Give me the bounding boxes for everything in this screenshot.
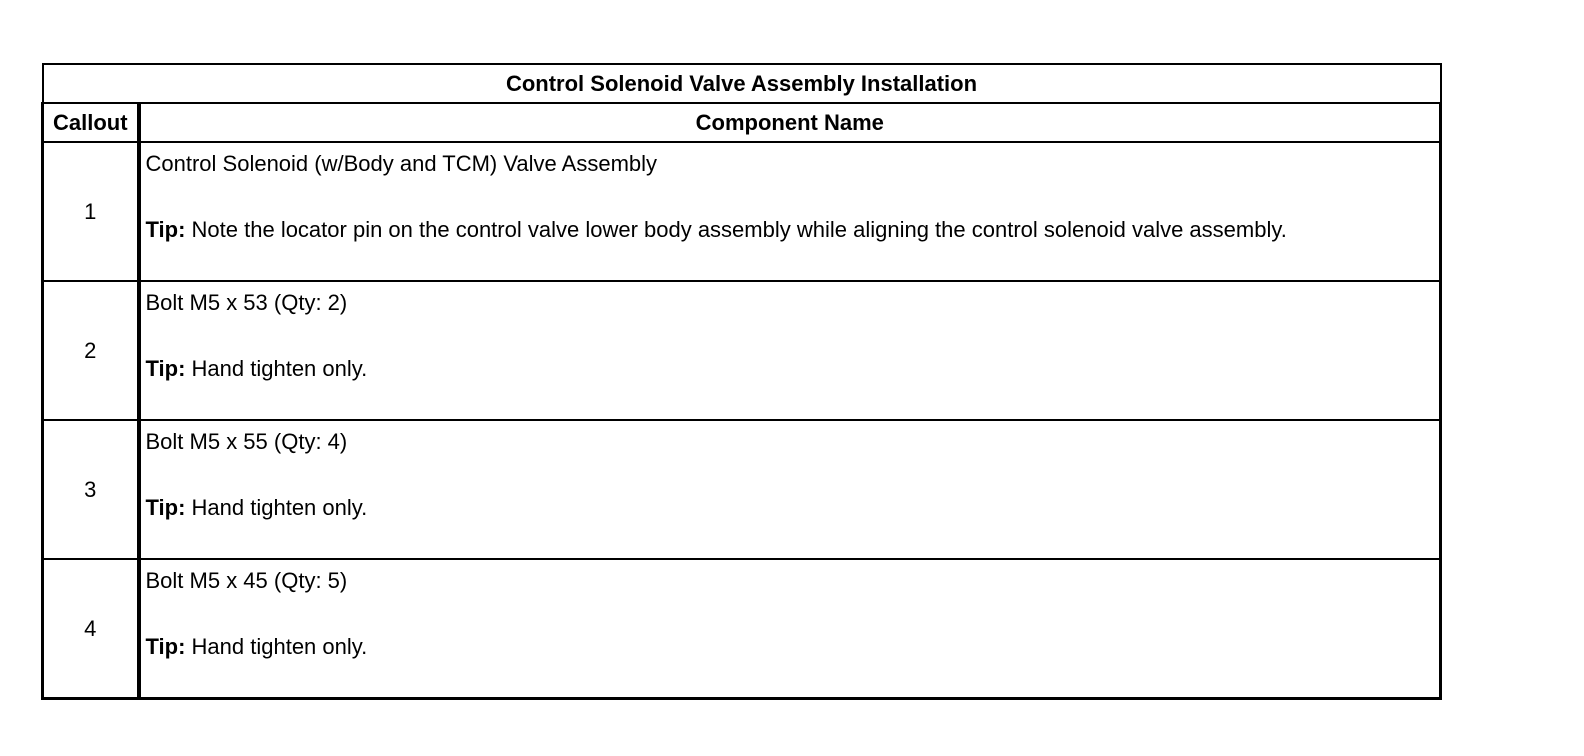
tip-note (146, 217, 1287, 243)
component-name-column-header: Component Name (139, 103, 1441, 142)
tip-note (146, 356, 368, 382)
component-name: Control Solenoid (w/Body and TCM) Valve Assembly (145, 151, 658, 176)
tip-text: Note the locator pin on the control valve lower body assembly while aligning the control solenoid valve assembly. (185, 217, 1287, 242)
callout-number: 2 (43, 281, 139, 420)
table-title: Control Solenoid Valve Assembly Installation (43, 64, 1441, 103)
tip-text: Hand tighten only. (185, 495, 368, 520)
component-cell (139, 281, 1441, 420)
table-row (43, 142, 1441, 281)
callout-column-header: Callout (43, 103, 139, 142)
table-title-row (43, 64, 1441, 103)
component-cell (139, 420, 1441, 559)
callout-number: 3 (43, 420, 139, 559)
table-row (43, 420, 1441, 559)
callout-number: 1 (43, 142, 139, 281)
tip-text: Hand tighten only. (185, 356, 368, 381)
tip-note (146, 634, 368, 660)
tip-label: Tip: (145, 634, 186, 659)
table-row (43, 281, 1441, 420)
callout-number: 4 (43, 559, 139, 699)
tip-note (146, 495, 368, 521)
tip-label: Tip: (145, 217, 186, 242)
table-header-row (43, 103, 1441, 142)
component-name: Bolt M5 x 45 (Qty: 5) (145, 568, 348, 593)
tip-text: Hand tighten only. (185, 634, 368, 659)
component-cell (139, 142, 1441, 281)
component-name: Bolt M5 x 53 (Qty: 2) (145, 290, 348, 315)
component-cell (139, 559, 1441, 699)
table-row (43, 559, 1441, 699)
tip-label: Tip: (145, 356, 186, 381)
parts-table-container (41, 63, 1439, 700)
tip-label: Tip: (145, 495, 186, 520)
parts-table (41, 63, 1442, 700)
component-name: Bolt M5 x 55 (Qty: 4) (145, 429, 348, 454)
